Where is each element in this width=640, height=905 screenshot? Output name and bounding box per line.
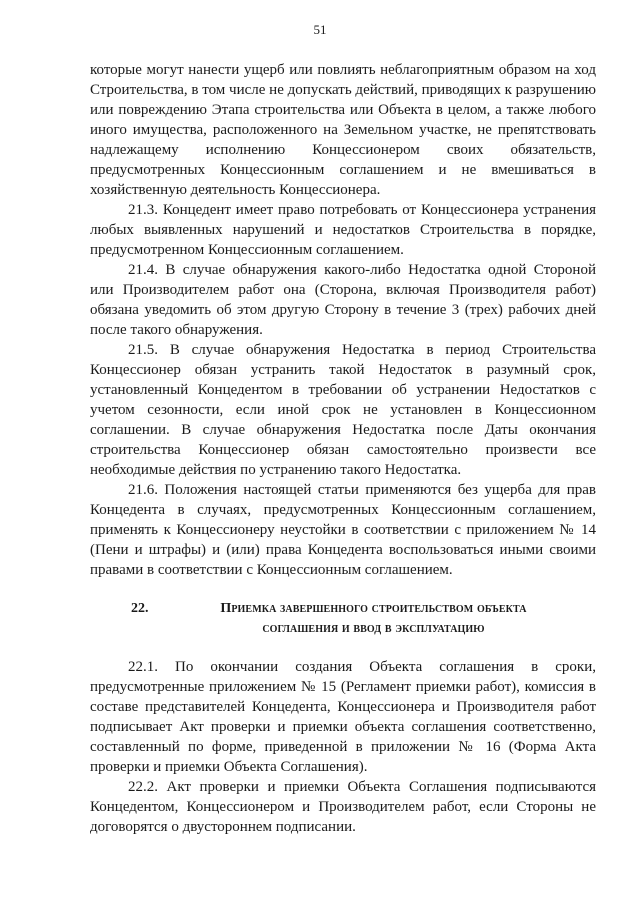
paragraph-21-3: 21.3. Концедент имеет право потребовать от Концессионера устранения любых выявленных нарушений и недостатков Строительства в порядке, предусмотренном Концессионным соглашением. — [90, 202, 596, 258]
document-body — [90, 60, 596, 837]
paragraph-21-6: 21.6. Положения настоящей статьи применяются без ущерба для прав Концедента в случаях, предусмотренных Концессионным соглашением, применять к Концессионеру неустойки в соответствии с приложением № 14 (Пени и штрафы) и (или) права Концедента воспользоваться иными своими правами в соответствии с Концессионным соглашением. — [90, 482, 596, 578]
page-number: 51 — [313, 22, 327, 37]
paragraphs-after — [90, 657, 596, 837]
paragraph-21-5: 21.5. В случае обнаружения Недостатка в период Строительства Концессионер обязан устранить такой Недостаток в разумный срок, установленный Концедентом в требовании об устранении Недостатков с учетом сезонности, если иной срок не установлен в Концессионном соглашении. В случае обнаружения Недостатка после Даты окончания строительства Концессионер обязан самостоятельно произвести все необходимые действия по устранению такого Недостатка. — [90, 342, 596, 478]
paragraph-22-2: 22.2. Акт проверки и приемки Объекта Соглашения подписываются Концедентом, Концессионером и Производителем работ, если Стороны не договорятся о двустороннем подписании. — [90, 779, 596, 835]
paragraph-21-4: 21.4. В случае обнаружения какого-либо Недостатка одной Стороной или Производителем работ она (Сторона, включая Производителя работ) обязана уведомить об этом другую Сторону в течение 3 (трех) рабочих дней после такого обнаружения. — [90, 262, 596, 338]
section-number: 22. — [131, 601, 149, 616]
paragraph-continuation: которые могут нанести ущерб или повлиять неблагоприятным образом на ход Строительства, в том числе не допускать действий, приводящих к разрушению или повреждению Этапа строительства или Объекта в целом, а также любого иного имущества, расположенного на Земельном участке, не препятствовать надлежащему исполнению Концессионером своих обязательств, предусмотренных Концессионным соглашением и не вмешиваться в хозяйственную деятельность Концессионера. — [90, 62, 596, 198]
paragraphs-before — [90, 60, 596, 580]
section-heading — [90, 599, 596, 639]
section-title: Приемка завершенного строительством объекта соглашения и ввод в эксплуатацию — [220, 601, 527, 636]
paragraph-22-1: 22.1. По окончании создания Объекта соглашения в сроки, предусмотренные приложением № 15 (Регламент приемки работ), комиссия в составе представителей Концедента, Концессионера и Производителя работ подписывает Акт проверки и приемки объекта соглашения соответственно, составленный по форме, приведенной в приложении № 16 (Форма Акта проверки и приемки Объекта Соглашения). — [90, 659, 596, 775]
